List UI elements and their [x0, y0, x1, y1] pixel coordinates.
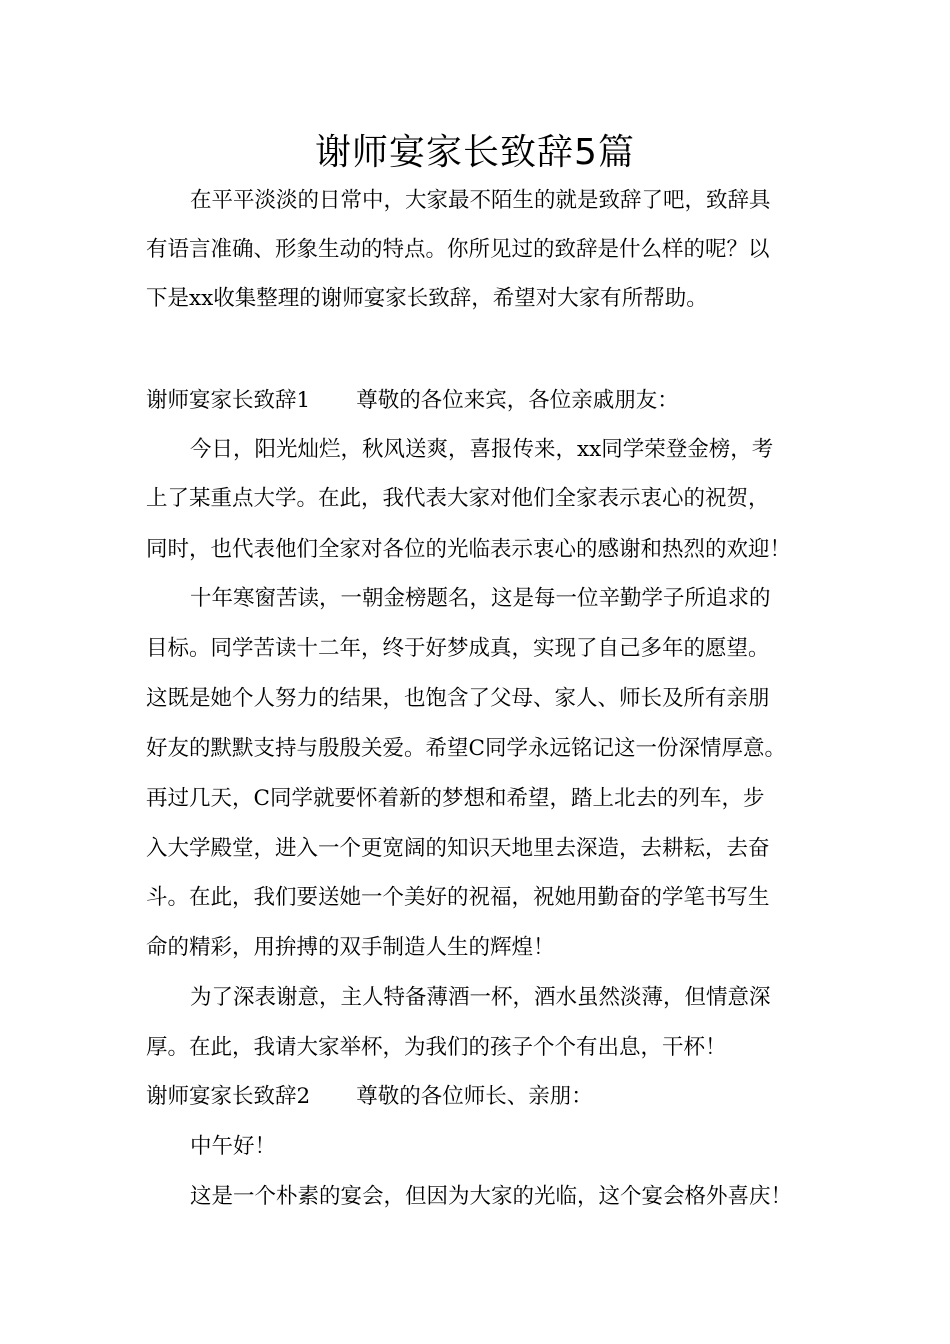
paragraph-line: 斗。在此，我们要送她一个美好的祝福，祝她用勤奋的学笔书写生	[146, 885, 770, 910]
paragraph-line: 厚。在此，我请大家举杯，为我们的孩子个个有出息，干杯！	[146, 1035, 727, 1060]
paragraph-line: 入大学殿堂，进入一个更宽阔的知识天地里去深造，去耕耘，去奋	[146, 836, 770, 861]
intro-line: 有语言准确、形象生动的特点。你所见过的致辞是什么样的呢？以	[146, 237, 770, 262]
paragraph-line: 命的精彩，用拚搏的双手制造人生的辉煌！	[146, 935, 555, 960]
paragraph-line: 再过几天，C同学就要怀着新的梦想和希望，踏上北去的列车，步	[146, 786, 765, 811]
paragraph-line: 这是一个朴素的宴会，但因为大家的光临，这个宴会格外喜庆！	[190, 1184, 793, 1209]
paragraph-line: 这既是她个人努力的结果，也饱含了父母、家人、师长及所有亲朋	[146, 686, 770, 711]
salutation: 尊敬的各位来宾，各位亲戚朋友：	[356, 388, 679, 413]
paragraph-line: 上了某重点大学。在此，我代表大家对他们全家表示衷心的祝贺，	[146, 486, 770, 511]
document-title: 谢师宴家长致辞5篇	[315, 132, 635, 173]
section-heading-title: 谢师宴家长致辞1	[146, 388, 311, 413]
paragraph-line: 中午好！	[190, 1134, 277, 1159]
paragraph-line: 同时，也代表他们全家对各位的光临表示衷心的感谢和热烈的欢迎！	[146, 537, 792, 562]
salutation: 尊敬的各位师长、亲朋：	[356, 1084, 593, 1109]
section-heading-2	[146, 1082, 593, 1112]
section-heading-1	[146, 386, 679, 416]
paragraph-line: 为了深表谢意，主人特备薄酒一杯，酒水虽然淡薄，但情意深	[190, 985, 771, 1010]
paragraph-line: 目标。同学苦读十二年，终于好梦成真，实现了自己多年的愿望。	[146, 636, 770, 661]
paragraph-line: 十年寒窗苦读，一朝金榜题名，这是每一位辛勤学子所追求的	[190, 586, 771, 611]
section-heading-title: 谢师宴家长致辞2	[146, 1084, 311, 1109]
intro-line: 下是xx收集整理的谢师宴家长致辞，希望对大家有所帮助。	[146, 286, 708, 311]
intro-line: 在平平淡淡的日常中，大家最不陌生的就是致辞了吧，致辞具	[190, 188, 771, 213]
paragraph-line: 好友的默默支持与殷殷关爱。希望C同学永远铭记这一份深情厚意。	[146, 736, 786, 761]
paragraph-line: 今日，阳光灿烂，秋风送爽，喜报传来，xx同学荣登金榜，考	[190, 437, 774, 462]
